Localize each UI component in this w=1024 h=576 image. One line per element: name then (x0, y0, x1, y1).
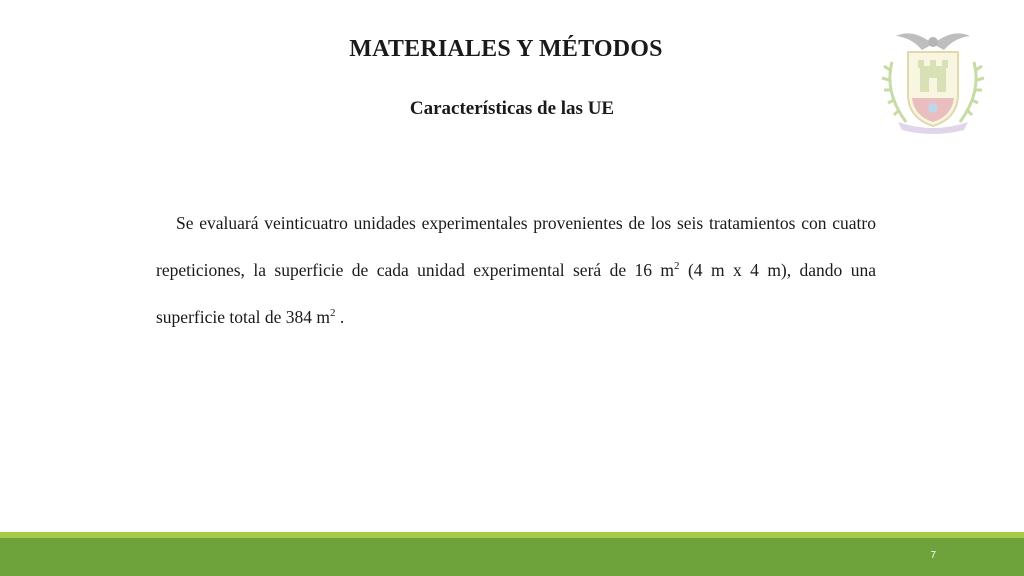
superscript-squared: 2 (674, 260, 680, 273)
superscript-squared-total: 2 (329, 307, 336, 320)
footer-bar (0, 538, 1024, 576)
body-text-part3: . (335, 307, 345, 327)
body-text-part1: Se evaluará veinticuatro unidades experimentales provenientes de los seis tratamientos con cuatro repeticiones, la superficie de cada unidad experimental será de 16 m (156, 213, 876, 280)
slide-subtitle: Características de las UE (409, 98, 615, 119)
page-number: 7 (930, 550, 936, 561)
body-text-part2: (4 m x 4 m), dando una superficie total de 384 m (156, 260, 876, 327)
body-paragraph (156, 200, 876, 341)
slide-title: MATERIALES Y MÉTODOS (349, 36, 663, 62)
